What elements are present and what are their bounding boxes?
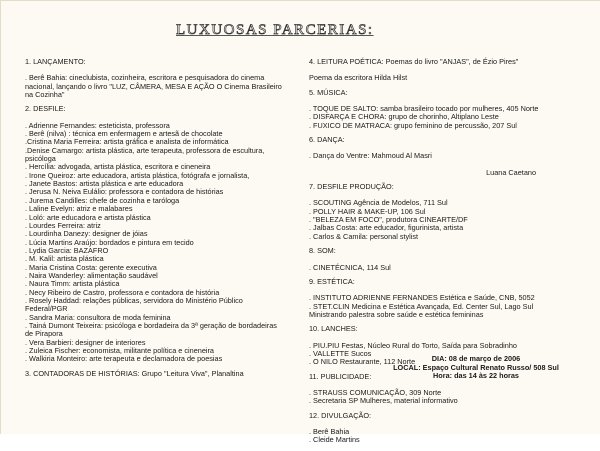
list-item: . PIU.PIU Festas, Núcleo Rural do Torto, Saída para Sobradinho [309, 340, 517, 350]
list-item: . "BELEZA EM FOCO", produtora CINEARTE/DF [309, 215, 468, 225]
list-item: . Loló: arte educadora e artista plástica [25, 212, 151, 222]
section-title: 5. MÚSICA: [309, 87, 348, 97]
list-item: . Jurema Candilles: chefe de cozinha e taróloga [25, 195, 180, 205]
list-item: . Lourdes Ferreira: atriz [25, 220, 101, 230]
event-date: DIA: 08 de março de 2006 [431, 354, 521, 363]
section [25, 105, 287, 363]
list-item: . Berê Bahia [309, 426, 350, 436]
list-item: Poema da escritora Hilda Hilst [309, 73, 408, 83]
list-item: .Cristina Maria Ferreira: artista gráfica e analista de informática [25, 137, 229, 147]
list-item: . Tainá Dumont Teixeira: psicóloga e bordadeira da 3ª geração de bordadeiras de Pirapora [25, 320, 277, 339]
list-item: . Cleide Martins [309, 435, 360, 445]
list-item: . Sandra Maria: consultora de moda feminina [25, 312, 171, 322]
right-column [309, 58, 571, 451]
section [309, 136, 571, 177]
left-column [25, 58, 287, 384]
list-item: . Dança do Ventre: Mahmoud Al Masri [309, 151, 432, 161]
section [309, 183, 571, 241]
list-item: . Lydia Garcia: BAZAFRO [25, 245, 109, 255]
section-title: 1. LANÇAMENTO: [25, 57, 86, 66]
list-item: . Jalbas Costa: arte educador, figurinista, artista [309, 223, 464, 233]
list-item: . O NILO Restaurante, 112 Norte [309, 357, 416, 367]
section [25, 370, 287, 378]
list-item: . FUXICO DE MATRACA: grupo feminino de percussão, 207 Sul [309, 120, 517, 130]
list-item: .Denise Camargo: artista plástica, arte terapeuta, professora de escultura, psicóloga [25, 145, 265, 164]
list-item: . Rosely Haddad: relações públicas, servidora do Ministério Público Federal/PGR [25, 295, 243, 314]
list-item: . DISFARÇA E CHORA: grupo de chorinho, Altiplano Leste [309, 112, 499, 122]
list-item: . Walkiria Monteiro: arte terapeuta e declamadora de poesias [25, 354, 223, 364]
section-title: 4. LEITURA POÉTICA: Poemas do livro "ANJAS", de Ézio Pires" [309, 57, 519, 66]
list-item: . Adrienne Fernandes: esteticista, professora [25, 120, 170, 130]
list-item: . CINETÉCNICA, 114 Sul [309, 262, 391, 272]
list-item: . Naira Wanderley: alimentação saudável [25, 270, 158, 280]
page-title: LUXUOSAS PARCERIAS: [176, 22, 374, 38]
list-item: . Vera Barbieri: designer de interiores [25, 337, 146, 347]
section-title: 3. CONTADORAS DE HISTÓRIAS: Grupo "Leitura Viva", Planaltina [25, 368, 244, 378]
list-item: . STRAUSS COMUNICAÇÃO, 309 Norte [309, 387, 442, 397]
list-item: . Lúcia Martins Araújo: bordados e pintura em tecido [25, 237, 194, 247]
event-location: LOCAL: Espaço Cultural Renato Russo/ 508 Sul [393, 362, 559, 372]
list-item: . Berê Bahia: cineclubista, cozinheira, escritora e pesquisadora do cinema nacional, lançando o livro "LUZ, CÂMERA, MESA E AÇÃO O Cinema Brasileiro na Cozinha" [25, 73, 282, 100]
section-title: 6. DANÇA: [309, 135, 345, 145]
list-item: . Laline Evelyn: atriz e malabares [25, 204, 133, 214]
list-item: . Berê (nilva) : técnica em enfermagem e artesã de chocolate [25, 129, 223, 139]
dancer-name: Luana Caetano [486, 167, 536, 177]
list-item: . INSTITUTO ADRIENNE FERNANDES Estética e Saúde, CNB, 5052 [309, 293, 535, 303]
section-title: 11. PUBLICIDADE: [309, 371, 372, 381]
list-item: . VALLETTE Sucos [309, 348, 372, 358]
list-item: . POLLY HAIR & MAKE-UP, 106 Sul [309, 206, 426, 216]
list-item: . Maria Cristina Costa: gerente executiva [25, 262, 157, 272]
list-item: . Secretaria SP Mulheres, material informativo [309, 396, 458, 406]
list-item: . Carlos & Camila: personal stylist [309, 231, 419, 241]
section-title: 9. ESTÉTICA: [309, 276, 355, 286]
list-item: . Lourdinha Danezy: designer de jóias [25, 229, 148, 239]
list-item: . M. Kalil: artista plástica [25, 254, 104, 264]
list-item: . Janete Bastos: artista plástica e arte educadora [25, 179, 184, 189]
section [309, 412, 571, 445]
list-item: . Hercília: advogada, artista plástica, escritora e cineneira [25, 162, 211, 172]
section [25, 58, 287, 99]
list-item: . Necy Ribeiro de Castro, professora e contadora de história [25, 287, 220, 297]
list-item: . Irone Queiroz: arte educadora, artista plástica, fotógrafa e jornalista, [25, 170, 250, 180]
list-item: . Zuleica Fischer: economista, militante política e cineneira [25, 346, 214, 355]
section [309, 89, 571, 130]
section-title: 10. LANCHES: [309, 324, 358, 334]
list-item: . Jerusa N. Neiva Eulálio: professora e contadora de histórias [25, 187, 224, 197]
section-title: 7. DESFILE PRODUÇÃO: [309, 182, 394, 192]
event-time: Hora: das 14 às 22 horas [433, 371, 519, 381]
section [309, 58, 571, 83]
list-item: . STET.CLIN Medicina e Estética Avançada, Ed. Center Sul, Lago Sul [309, 301, 534, 311]
section-title: 12. DIVULGAÇÃO: [309, 410, 372, 420]
section [309, 278, 571, 319]
list-item: . TOQUE DE SALTO: samba brasileiro tocado por mulheres, 405 Norte [309, 104, 539, 114]
list-item: Ministrando palestra sobre saúde e estética femininas [309, 309, 484, 319]
event-info [371, 355, 581, 381]
list-item: . Naura Timm: artista plástica [25, 279, 120, 289]
section-title: 2. DESFILE: [25, 104, 66, 114]
section [309, 247, 571, 272]
section-title: 8. SOM: [309, 246, 336, 256]
list-item: . SCOUTING Agência de Modelos, 711 Sul [309, 198, 448, 208]
